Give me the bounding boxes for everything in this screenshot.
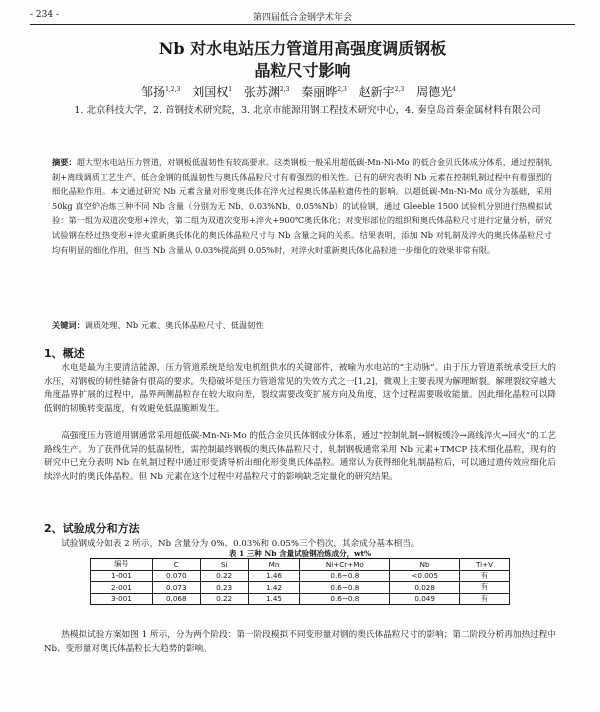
table-cell: 1.42 — [248, 582, 300, 594]
author-affil-mark: 1 — [228, 86, 233, 93]
conference-name: 第四届低合金钢学术年会 — [252, 13, 352, 23]
table-cell: <0.005 — [390, 570, 460, 582]
table-cell: 0.049 — [390, 593, 460, 605]
table-cell: 0.22 — [200, 570, 248, 582]
body-paragraph: 试验钢成分如表 2 所示，Nb 含量分为 0%、0.03%和 0.05%三个档次，其余成分基本相当。 — [61, 539, 420, 549]
body-paragraph: 热模拟试验方案如图 1 所示，分为两个阶段：第一阶段模拟不同变形量对钢的奥氏体晶粒尺寸的影响；第二阶段分析再加热过程中 Nb、变形量对奥氏体晶粒长大趋势的影响。 — [44, 630, 556, 654]
title-line-2: 晶粒尺寸影响 — [254, 61, 351, 80]
author-name: 刘国权 — [192, 85, 229, 99]
column-header: Mn — [248, 559, 300, 571]
column-header: Nb — [390, 559, 460, 571]
author-affil-mark: 2,3 — [337, 86, 347, 93]
paper-title — [30, 38, 575, 82]
table-cell: 1.46 — [248, 570, 300, 582]
table-cell: 1.45 — [248, 593, 300, 605]
table-cell: 0.028 — [390, 582, 460, 594]
section-heading-overview: 1、概述 — [44, 347, 85, 360]
author-affil-mark: 2,3 — [394, 86, 405, 93]
column-header: Ti+V — [460, 559, 510, 571]
table-cell: 1-001 — [91, 570, 153, 582]
author-affil-mark: 4 — [452, 86, 456, 93]
table-header-row — [91, 559, 510, 571]
author-name: 周德光 — [416, 85, 453, 99]
column-header: C — [152, 559, 200, 571]
author-affil-mark: 2,3 — [279, 86, 290, 93]
title-line-1: Nb 对水电站压力管道用高强度调质钢板 — [158, 39, 447, 58]
author-name: 秦丽晔 — [301, 85, 338, 99]
abstract-label: 摘要： — [52, 157, 77, 167]
table-cell: 0.073 — [152, 582, 200, 594]
table-cell: 0.6~0.8 — [300, 593, 390, 605]
table-cell: 有 — [460, 570, 510, 582]
column-header: Ni+Cr+Mo — [300, 559, 390, 571]
affiliations: 1. 北京科技大学，2. 首钢技术研究院，3. 北京市能源用钢工程技术研究中心，4. 秦皇岛首秦金属材料有限公司 — [74, 105, 541, 116]
table-row — [91, 593, 510, 605]
table-cell: 0.070 — [152, 570, 200, 582]
author-name: 邹扬 — [141, 85, 166, 99]
composition-table — [90, 558, 510, 605]
table-cell: 0.6~0.8 — [300, 570, 390, 582]
table-row — [91, 582, 510, 594]
table-cell: 2-001 — [91, 582, 153, 594]
table-cell: 0.068 — [152, 593, 200, 605]
table-cell: 0.6~0.8 — [300, 582, 390, 594]
body-paragraph: 水电是最为主要清洁能源，压力管道系统是给发电机组供水的关键部件，被喻为水电站的“主动脉”。由于压力管道系统承受巨大的水压，对钢板的韧性储备有很高的要求。失稳破坏是压力管道常见的失效方式之一[1,2]，微观上主要表现为解理断裂。解理裂纹穿越大角度晶界扩展的过程中，晶界两侧晶粒存在较大取向差，裂纹需要改变扩展方向及角度，这个过程需要吸收能量。因此细化晶粒可以降低钢的韧脆转变温度，有效避免低温脆断发生。 — [44, 363, 556, 414]
column-header: 编号 — [91, 559, 153, 571]
body-paragraph: 高强度压力管道用钢通常采用超低碳-Mn-Ni-Mo 的低合金贝氏体钢成分体系，通过“控制轧制→钢板缓冷→离线淬火→回火”的工艺路线生产。为了获得优异的低温韧性，需控制最终钢板的奥氏体晶粒尺寸，轧制钢板通常采用 Nb 元素+TMCP 技术细化晶粒，现有的研究中已充分表明 Nb 在轧制过程中通过形变诱导析出细化形变奥氏体晶粒。通常认为获得细化轧制晶粒后，可以通过遗传效应细化后续淬火时的奥氏体晶粒。但 Nb 元素在这个过程中对晶粒尺寸的影响缺乏定量化的研究结果。 — [44, 431, 556, 482]
table-caption: 表 1 三种 Nb 含量试验钢冶炼成分，wt% — [228, 549, 372, 558]
table-cell: 有 — [460, 593, 510, 605]
section-heading-methods: 2、试验成分和方法 — [44, 522, 140, 535]
column-header: Si — [200, 559, 248, 571]
header-divider — [30, 24, 575, 25]
keywords-text: 调质处理、Nb 元素、奥氏体晶粒尺寸、低温韧性 — [84, 320, 264, 330]
running-header — [30, 10, 575, 24]
table-cell: 0.23 — [200, 582, 248, 594]
keywords-label: 关键词： — [52, 320, 85, 330]
author-name: 赵新宇 — [358, 85, 395, 99]
table-cell: 0.22 — [200, 593, 248, 605]
page-number: - 234 - — [30, 10, 59, 20]
abstract-text: 超大型水电站压力管道，对钢板低温韧性有较高要求。这类钢板一般采用超低碳-Mn-Ni-Mo 的低合金贝氏体成分体系，通过控制轧制+离线调质工艺生产。低合金钢的低温韧性与奥氏体晶粒尺寸有着强烈的相关性。已有的研究表明 Nb 元素在控制轧制过程中有着强烈的细化晶粒作用。本文通过研究 Nb 元素含量对形变奥氏体在淬火过程奥氏体晶粒遗传性的影响。以超低碳-Mn-Ni-Mo 成分为基础，采用 50kg 真空炉冶炼三种不同 Nb 含量（分别为无 Nb、0.03%Nb、0.05%Nb）的试验钢，通过 Gleeble 1500 试验机分别进行热模拟试验：第一组为双道次变形+淬火，第二组为双道次变形+淬火+900℃奥氏体化；对变形部位的组织和奥氏体晶粒尺寸进行定量分析，研究试验钢在经过热变形+淬火重新奥氏体化的奥氏体晶粒尺寸与 Nb 含量之间的关系。结果表明，添加 Nb 对轧制及淬火的奥氏体晶粒尺寸均有明显的细化作用，但当 Nb 含量从 0.03%提高到 0.05%时，对淬火时重新奥氏体化晶粒进一步细化的效果非常有限。 — [52, 157, 552, 255]
author-list — [30, 82, 575, 100]
table-cell: 3-001 — [91, 593, 153, 605]
table-cell: 有 — [460, 582, 510, 594]
abstract — [52, 155, 552, 257]
author-affil-mark: 1,2,3 — [165, 86, 181, 93]
table-row — [91, 570, 510, 582]
keywords — [52, 318, 552, 332]
author-name: 张苏渊 — [243, 85, 280, 99]
